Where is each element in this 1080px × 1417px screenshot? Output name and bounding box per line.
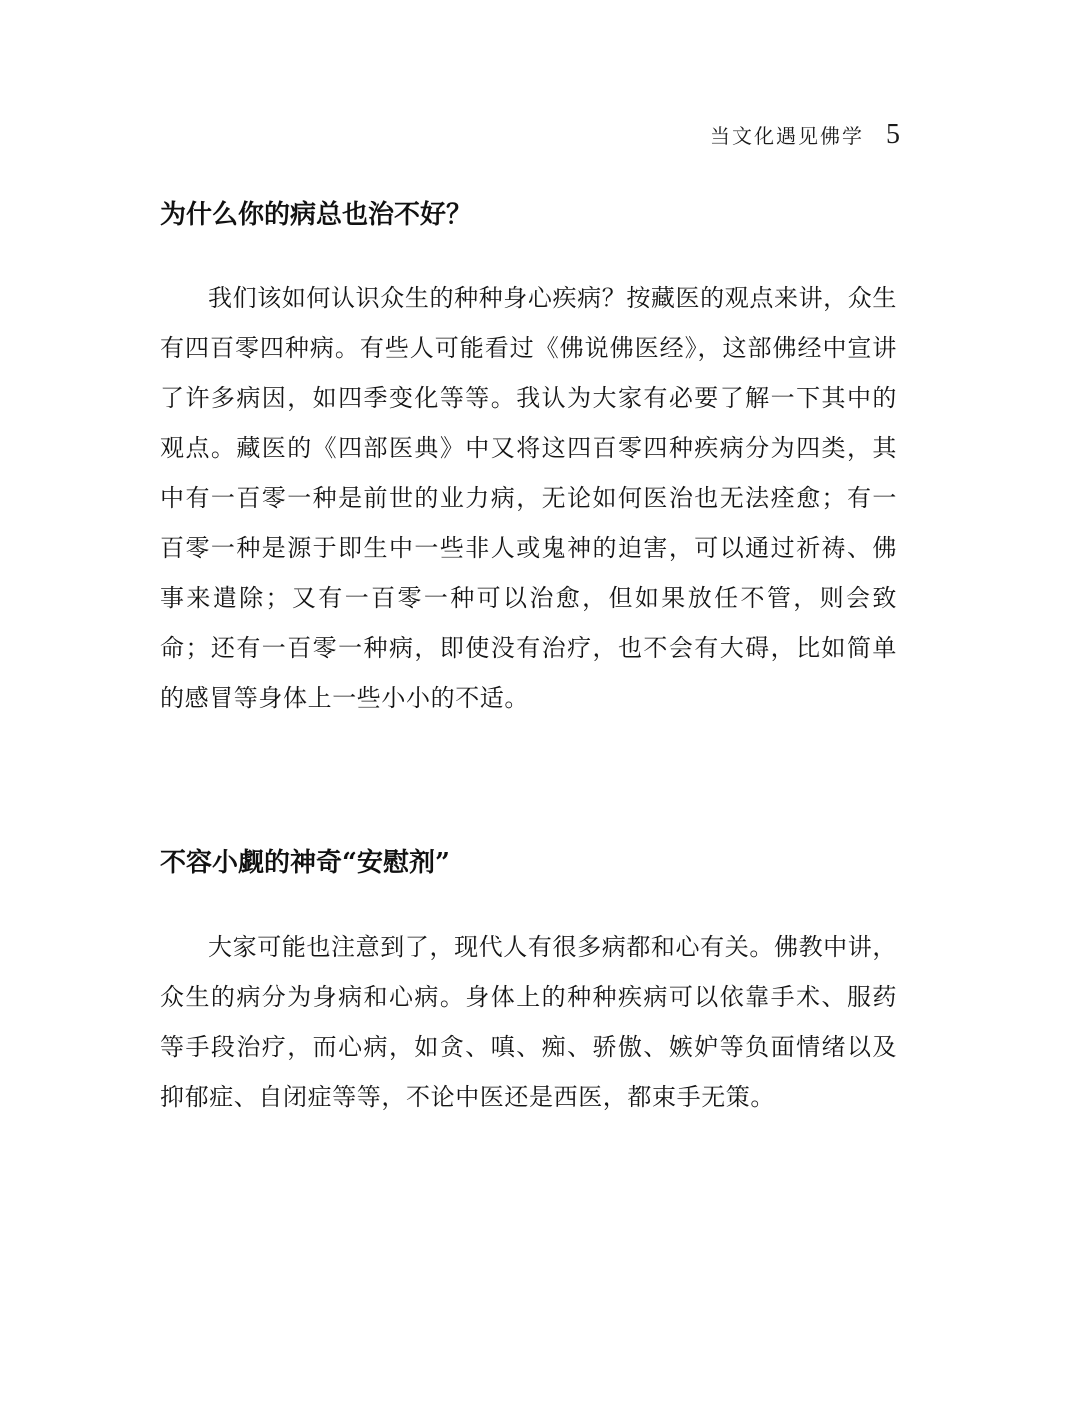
section-title: 不容小觑的神奇“安慰剂” [160,848,450,878]
section-title: 为什么你的病总也治不好？ [160,200,473,230]
page-number: 5 [886,119,900,150]
body-paragraph: 大家可能也注意到了，现代人有很多病都和心有关。佛教中讲，众生的病分为身病和心病。身体上的种种疾病可以依靠手术、服药等手段治疗，而心病，如贪、嗔、痴、骄傲、嫉妒等负面情绪以及抑郁症、自闭症等等，不论中医还是西医，都束手无策。 [160,933,897,1111]
running-title: 当文化遇见佛学 [710,124,864,148]
running-header [710,120,900,149]
body-paragraph: 我们该如何认识众生的种种身心疾病？按藏医的观点来讲，众生有四百零四种病。有些人可能看过《佛说佛医经》，这部佛经中宣讲了许多病因，如四季变化等等。我认为大家有必要了解一下其中的观点。藏医的《四部医典》中又将这四百零四种疾病分为四类，其中有一百零一种是前世的业力病，无论如何医治也无法痊愈；有一百零一种是源于即生中一些非人或鬼神的迫害，可以通过祈祷、佛事来遣除；又有一百零一种可以治愈，但如果放任不管，则会致命；还有一百零一种病，即使没有治疗，也不会有大碍，比如简单的感冒等身体上一些小小的不适。 [160,284,897,712]
